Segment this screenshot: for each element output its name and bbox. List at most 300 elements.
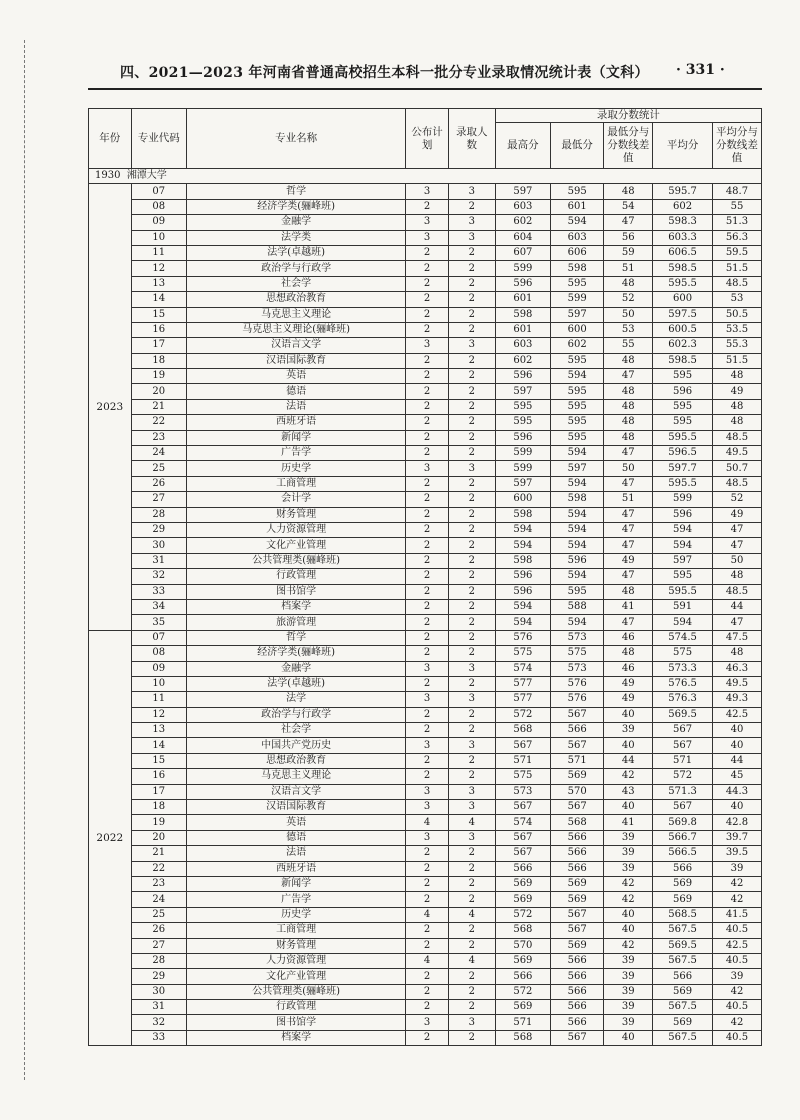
max-score-cell: 567 xyxy=(495,830,550,845)
code-cell: 32 xyxy=(131,1015,186,1030)
col-header-avg-diff: 平均分与分数线差值 xyxy=(712,123,761,169)
table-row xyxy=(89,292,762,307)
plan-cell: 4 xyxy=(406,815,449,830)
min-score-cell: 606 xyxy=(551,245,604,260)
avg-score-cell: 572 xyxy=(653,769,713,784)
max-score-cell: 569 xyxy=(495,953,550,968)
major-name-cell: 档案学 xyxy=(186,1030,405,1045)
max-score-cell: 568 xyxy=(495,723,550,738)
min-score-cell: 600 xyxy=(551,322,604,337)
table-row xyxy=(89,738,762,753)
major-name-cell: 中国共产党历史 xyxy=(186,738,405,753)
code-cell: 19 xyxy=(131,815,186,830)
plan-cell: 3 xyxy=(406,800,449,815)
page-title: 四、2021—2023 年河南省普通高校招生本科一批分专业录取情况统计表（文科） xyxy=(120,65,649,81)
avg-diff-cell: 42.5 xyxy=(712,938,761,953)
avg-diff-cell: 48.5 xyxy=(712,430,761,445)
max-score-cell: 598 xyxy=(495,553,550,568)
admitted-cell: 2 xyxy=(448,861,495,876)
admitted-cell: 2 xyxy=(448,876,495,891)
min-score-cell: 594 xyxy=(551,476,604,491)
avg-score-cell: 603.3 xyxy=(653,230,713,245)
max-score-cell: 567 xyxy=(495,846,550,861)
min-score-cell: 602 xyxy=(551,338,604,353)
major-name-cell: 行政管理 xyxy=(186,1000,405,1015)
major-name-cell: 英语 xyxy=(186,815,405,830)
admitted-cell: 2 xyxy=(448,753,495,768)
table-row xyxy=(89,399,762,414)
avg-diff-cell: 49 xyxy=(712,507,761,522)
avg-score-cell: 576.5 xyxy=(653,676,713,691)
avg-score-cell: 596 xyxy=(653,384,713,399)
plan-cell: 2 xyxy=(406,1000,449,1015)
major-name-cell: 图书馆学 xyxy=(186,584,405,599)
table-row xyxy=(89,830,762,845)
admitted-cell: 2 xyxy=(448,307,495,322)
avg-diff-cell: 40 xyxy=(712,723,761,738)
table-row xyxy=(89,353,762,368)
min-score-cell: 566 xyxy=(551,846,604,861)
major-name-cell: 历史学 xyxy=(186,461,405,476)
min-diff-cell: 52 xyxy=(604,292,653,307)
table-row xyxy=(89,599,762,614)
avg-diff-cell: 48 xyxy=(712,415,761,430)
table-row xyxy=(89,630,762,645)
min-diff-cell: 39 xyxy=(604,953,653,968)
code-cell: 17 xyxy=(131,338,186,353)
avg-score-cell: 598.5 xyxy=(653,261,713,276)
avg-diff-cell: 47.5 xyxy=(712,630,761,645)
major-name-cell: 图书馆学 xyxy=(186,1015,405,1030)
min-diff-cell: 51 xyxy=(604,492,653,507)
code-cell: 11 xyxy=(131,245,186,260)
avg-score-cell: 573.3 xyxy=(653,661,713,676)
admitted-cell: 2 xyxy=(448,1000,495,1015)
admitted-cell: 2 xyxy=(448,292,495,307)
min-diff-cell: 41 xyxy=(604,599,653,614)
plan-cell: 2 xyxy=(406,630,449,645)
min-diff-cell: 39 xyxy=(604,969,653,984)
code-cell: 07 xyxy=(131,630,186,645)
avg-score-cell: 567.5 xyxy=(653,1000,713,1015)
min-score-cell: 576 xyxy=(551,692,604,707)
min-score-cell: 595 xyxy=(551,430,604,445)
major-name-cell: 政治学与行政学 xyxy=(186,707,405,722)
max-score-cell: 598 xyxy=(495,307,550,322)
major-name-cell: 西班牙语 xyxy=(186,415,405,430)
max-score-cell: 568 xyxy=(495,923,550,938)
admitted-cell: 2 xyxy=(448,676,495,691)
plan-cell: 2 xyxy=(406,876,449,891)
min-score-cell: 595 xyxy=(551,415,604,430)
max-score-cell: 595 xyxy=(495,399,550,414)
min-diff-cell: 39 xyxy=(604,723,653,738)
admitted-cell: 2 xyxy=(448,615,495,630)
avg-diff-cell: 48.5 xyxy=(712,584,761,599)
code-cell: 27 xyxy=(131,492,186,507)
max-score-cell: 577 xyxy=(495,676,550,691)
max-score-cell: 571 xyxy=(495,753,550,768)
table-row xyxy=(89,430,762,445)
max-score-cell: 570 xyxy=(495,938,550,953)
admitted-cell: 3 xyxy=(448,784,495,799)
min-score-cell: 566 xyxy=(551,861,604,876)
major-name-cell: 马克思主义理论(骊峰班) xyxy=(186,322,405,337)
max-score-cell: 603 xyxy=(495,338,550,353)
avg-diff-cell: 47 xyxy=(712,538,761,553)
avg-score-cell: 598.3 xyxy=(653,215,713,230)
code-cell: 11 xyxy=(131,692,186,707)
min-diff-cell: 40 xyxy=(604,907,653,922)
major-name-cell: 工商管理 xyxy=(186,923,405,938)
plan-cell: 2 xyxy=(406,753,449,768)
min-score-cell: 595 xyxy=(551,184,604,199)
major-name-cell: 金融学 xyxy=(186,661,405,676)
min-score-cell: 570 xyxy=(551,784,604,799)
avg-diff-cell: 42 xyxy=(712,892,761,907)
code-cell: 26 xyxy=(131,923,186,938)
plan-cell: 2 xyxy=(406,646,449,661)
plan-cell: 3 xyxy=(406,215,449,230)
admitted-cell: 2 xyxy=(448,430,495,445)
max-score-cell: 601 xyxy=(495,292,550,307)
table-row xyxy=(89,569,762,584)
table-row xyxy=(89,446,762,461)
admitted-cell: 3 xyxy=(448,661,495,676)
max-score-cell: 594 xyxy=(495,522,550,537)
max-score-cell: 571 xyxy=(495,1015,550,1030)
code-cell: 22 xyxy=(131,861,186,876)
avg-score-cell: 567 xyxy=(653,738,713,753)
min-score-cell: 594 xyxy=(551,507,604,522)
table-row xyxy=(89,800,762,815)
plan-cell: 2 xyxy=(406,892,449,907)
admitted-cell: 2 xyxy=(448,492,495,507)
avg-score-cell: 566 xyxy=(653,969,713,984)
table-row xyxy=(89,199,762,214)
major-name-cell: 哲学 xyxy=(186,184,405,199)
avg-score-cell: 567.5 xyxy=(653,923,713,938)
major-name-cell: 政治学与行政学 xyxy=(186,261,405,276)
min-score-cell: 566 xyxy=(551,984,604,999)
min-diff-cell: 48 xyxy=(604,399,653,414)
min-score-cell: 595 xyxy=(551,584,604,599)
avg-score-cell: 596 xyxy=(653,507,713,522)
admitted-cell: 2 xyxy=(448,984,495,999)
admitted-cell: 2 xyxy=(448,245,495,260)
plan-cell: 2 xyxy=(406,322,449,337)
min-diff-cell: 39 xyxy=(604,861,653,876)
max-score-cell: 566 xyxy=(495,969,550,984)
avg-diff-cell: 55 xyxy=(712,199,761,214)
code-cell: 21 xyxy=(131,399,186,414)
avg-score-cell: 595.5 xyxy=(653,430,713,445)
table-row xyxy=(89,538,762,553)
admitted-cell: 2 xyxy=(448,584,495,599)
table-row xyxy=(89,584,762,599)
max-score-cell: 602 xyxy=(495,353,550,368)
university-code: 1930 xyxy=(95,170,121,182)
plan-cell: 2 xyxy=(406,446,449,461)
code-cell: 08 xyxy=(131,646,186,661)
min-score-cell: 575 xyxy=(551,646,604,661)
admitted-cell: 2 xyxy=(448,399,495,414)
avg-diff-cell: 40.5 xyxy=(712,923,761,938)
plan-cell: 2 xyxy=(406,861,449,876)
table-row xyxy=(89,907,762,922)
code-cell: 35 xyxy=(131,615,186,630)
table-row xyxy=(89,969,762,984)
min-score-cell: 594 xyxy=(551,369,604,384)
admitted-cell: 4 xyxy=(448,953,495,968)
admitted-cell: 2 xyxy=(448,507,495,522)
major-name-cell: 德语 xyxy=(186,830,405,845)
min-score-cell: 573 xyxy=(551,661,604,676)
min-diff-cell: 40 xyxy=(604,800,653,815)
code-cell: 09 xyxy=(131,215,186,230)
avg-score-cell: 566.5 xyxy=(653,846,713,861)
major-name-cell: 广告学 xyxy=(186,446,405,461)
code-cell: 32 xyxy=(131,569,186,584)
table-row xyxy=(89,784,762,799)
code-cell: 08 xyxy=(131,199,186,214)
min-diff-cell: 47 xyxy=(604,569,653,584)
code-cell: 15 xyxy=(131,753,186,768)
min-score-cell: 567 xyxy=(551,923,604,938)
table-row xyxy=(89,322,762,337)
admitted-cell: 3 xyxy=(448,338,495,353)
code-cell: 30 xyxy=(131,538,186,553)
max-score-cell: 600 xyxy=(495,492,550,507)
max-score-cell: 595 xyxy=(495,415,550,430)
admission-table xyxy=(88,108,762,1046)
min-diff-cell: 48 xyxy=(604,184,653,199)
avg-score-cell: 595.5 xyxy=(653,476,713,491)
max-score-cell: 575 xyxy=(495,769,550,784)
col-header-score-group: 录取分数统计 xyxy=(495,109,761,123)
plan-cell: 2 xyxy=(406,353,449,368)
avg-diff-cell: 44 xyxy=(712,753,761,768)
plan-cell: 2 xyxy=(406,723,449,738)
plan-cell: 2 xyxy=(406,676,449,691)
avg-diff-cell: 39.5 xyxy=(712,846,761,861)
avg-score-cell: 602.3 xyxy=(653,338,713,353)
plan-cell: 3 xyxy=(406,692,449,707)
max-score-cell: 596 xyxy=(495,430,550,445)
avg-diff-cell: 42 xyxy=(712,984,761,999)
avg-score-cell: 595 xyxy=(653,569,713,584)
avg-diff-cell: 48 xyxy=(712,569,761,584)
max-score-cell: 569 xyxy=(495,876,550,891)
min-diff-cell: 47 xyxy=(604,538,653,553)
code-cell: 25 xyxy=(131,461,186,476)
table-row xyxy=(89,369,762,384)
min-score-cell: 566 xyxy=(551,1015,604,1030)
admitted-cell: 2 xyxy=(448,476,495,491)
min-diff-cell: 47 xyxy=(604,522,653,537)
avg-diff-cell: 40.5 xyxy=(712,1000,761,1015)
min-score-cell: 588 xyxy=(551,599,604,614)
min-diff-cell: 39 xyxy=(604,984,653,999)
avg-score-cell: 567.5 xyxy=(653,1030,713,1045)
col-header-plan: 公布计划 xyxy=(406,109,449,169)
max-score-cell: 577 xyxy=(495,692,550,707)
table-row xyxy=(89,230,762,245)
major-name-cell: 历史学 xyxy=(186,907,405,922)
avg-score-cell: 594 xyxy=(653,615,713,630)
code-cell: 28 xyxy=(131,953,186,968)
min-diff-cell: 48 xyxy=(604,584,653,599)
major-name-cell: 法学(卓越班) xyxy=(186,676,405,691)
admitted-cell: 2 xyxy=(448,1030,495,1045)
min-diff-cell: 40 xyxy=(604,707,653,722)
avg-score-cell: 595.5 xyxy=(653,276,713,291)
plan-cell: 2 xyxy=(406,707,449,722)
major-name-cell: 思想政治教育 xyxy=(186,753,405,768)
table-row xyxy=(89,861,762,876)
min-score-cell: 595 xyxy=(551,353,604,368)
avg-diff-cell: 42 xyxy=(712,876,761,891)
max-score-cell: 597 xyxy=(495,384,550,399)
min-score-cell: 595 xyxy=(551,276,604,291)
avg-score-cell: 606.5 xyxy=(653,245,713,260)
min-diff-cell: 47 xyxy=(604,476,653,491)
avg-score-cell: 569.5 xyxy=(653,707,713,722)
plan-cell: 2 xyxy=(406,1030,449,1045)
major-name-cell: 汉语言文学 xyxy=(186,338,405,353)
table-row xyxy=(89,415,762,430)
code-cell: 10 xyxy=(131,230,186,245)
plan-cell: 2 xyxy=(406,984,449,999)
code-cell: 25 xyxy=(131,907,186,922)
max-score-cell: 569 xyxy=(495,1000,550,1015)
admitted-cell: 2 xyxy=(448,322,495,337)
code-cell: 12 xyxy=(131,261,186,276)
admitted-cell: 2 xyxy=(448,415,495,430)
min-diff-cell: 48 xyxy=(604,353,653,368)
plan-cell: 2 xyxy=(406,369,449,384)
avg-score-cell: 594 xyxy=(653,538,713,553)
admitted-cell: 3 xyxy=(448,830,495,845)
avg-score-cell: 597.5 xyxy=(653,307,713,322)
avg-diff-cell: 51.3 xyxy=(712,215,761,230)
code-cell: 31 xyxy=(131,553,186,568)
plan-cell: 3 xyxy=(406,661,449,676)
code-cell: 07 xyxy=(131,184,186,199)
admitted-cell: 2 xyxy=(448,553,495,568)
min-diff-cell: 48 xyxy=(604,384,653,399)
avg-score-cell: 574.5 xyxy=(653,630,713,645)
avg-diff-cell: 59.5 xyxy=(712,245,761,260)
code-cell: 21 xyxy=(131,846,186,861)
min-diff-cell: 53 xyxy=(604,322,653,337)
avg-score-cell: 569 xyxy=(653,984,713,999)
avg-diff-cell: 50.7 xyxy=(712,461,761,476)
major-name-cell: 马克思主义理论 xyxy=(186,307,405,322)
max-score-cell: 574 xyxy=(495,661,550,676)
min-diff-cell: 48 xyxy=(604,276,653,291)
min-score-cell: 569 xyxy=(551,769,604,784)
admitted-cell: 3 xyxy=(448,215,495,230)
avg-score-cell: 567 xyxy=(653,800,713,815)
min-score-cell: 568 xyxy=(551,815,604,830)
admitted-cell: 2 xyxy=(448,923,495,938)
min-score-cell: 603 xyxy=(551,230,604,245)
avg-score-cell: 569 xyxy=(653,892,713,907)
admitted-cell: 2 xyxy=(448,707,495,722)
major-name-cell: 公共管理类(骊峰班) xyxy=(186,553,405,568)
code-cell: 18 xyxy=(131,800,186,815)
min-score-cell: 594 xyxy=(551,446,604,461)
max-score-cell: 594 xyxy=(495,615,550,630)
avg-diff-cell: 49 xyxy=(712,384,761,399)
min-diff-cell: 44 xyxy=(604,753,653,768)
code-cell: 22 xyxy=(131,415,186,430)
avg-score-cell: 591 xyxy=(653,599,713,614)
table-row xyxy=(89,215,762,230)
admitted-cell: 3 xyxy=(448,230,495,245)
max-score-cell: 575 xyxy=(495,646,550,661)
plan-cell: 2 xyxy=(406,384,449,399)
table-row xyxy=(89,892,762,907)
avg-diff-cell: 47 xyxy=(712,615,761,630)
min-score-cell: 599 xyxy=(551,292,604,307)
max-score-cell: 567 xyxy=(495,800,550,815)
table-row xyxy=(89,661,762,676)
table-row xyxy=(89,492,762,507)
min-diff-cell: 54 xyxy=(604,199,653,214)
plan-cell: 3 xyxy=(406,784,449,799)
major-name-cell: 人力资源管理 xyxy=(186,953,405,968)
code-cell: 12 xyxy=(131,707,186,722)
code-cell: 09 xyxy=(131,661,186,676)
major-name-cell: 德语 xyxy=(186,384,405,399)
code-cell: 29 xyxy=(131,522,186,537)
max-score-cell: 572 xyxy=(495,707,550,722)
avg-score-cell: 598.5 xyxy=(653,353,713,368)
code-cell: 17 xyxy=(131,784,186,799)
table-row xyxy=(89,522,762,537)
code-cell: 14 xyxy=(131,738,186,753)
plan-cell: 2 xyxy=(406,615,449,630)
min-score-cell: 595 xyxy=(551,399,604,414)
avg-diff-cell: 46.3 xyxy=(712,661,761,676)
min-diff-cell: 39 xyxy=(604,1000,653,1015)
avg-score-cell: 571.3 xyxy=(653,784,713,799)
min-diff-cell: 50 xyxy=(604,307,653,322)
avg-diff-cell: 41.5 xyxy=(712,907,761,922)
min-diff-cell: 43 xyxy=(604,784,653,799)
major-name-cell: 法学(卓越班) xyxy=(186,245,405,260)
code-cell: 10 xyxy=(131,676,186,691)
plan-cell: 2 xyxy=(406,938,449,953)
avg-score-cell: 576.3 xyxy=(653,692,713,707)
table-row xyxy=(89,676,762,691)
plan-cell: 2 xyxy=(406,507,449,522)
max-score-cell: 597 xyxy=(495,476,550,491)
avg-score-cell: 567.5 xyxy=(653,953,713,968)
major-name-cell: 经济学类(骊峰班) xyxy=(186,199,405,214)
max-score-cell: 596 xyxy=(495,569,550,584)
table-row xyxy=(89,938,762,953)
min-score-cell: 566 xyxy=(551,830,604,845)
plan-cell: 3 xyxy=(406,830,449,845)
code-cell: 34 xyxy=(131,599,186,614)
min-diff-cell: 42 xyxy=(604,876,653,891)
major-name-cell: 法学类 xyxy=(186,230,405,245)
avg-diff-cell: 50 xyxy=(712,553,761,568)
major-name-cell: 旅游管理 xyxy=(186,615,405,630)
